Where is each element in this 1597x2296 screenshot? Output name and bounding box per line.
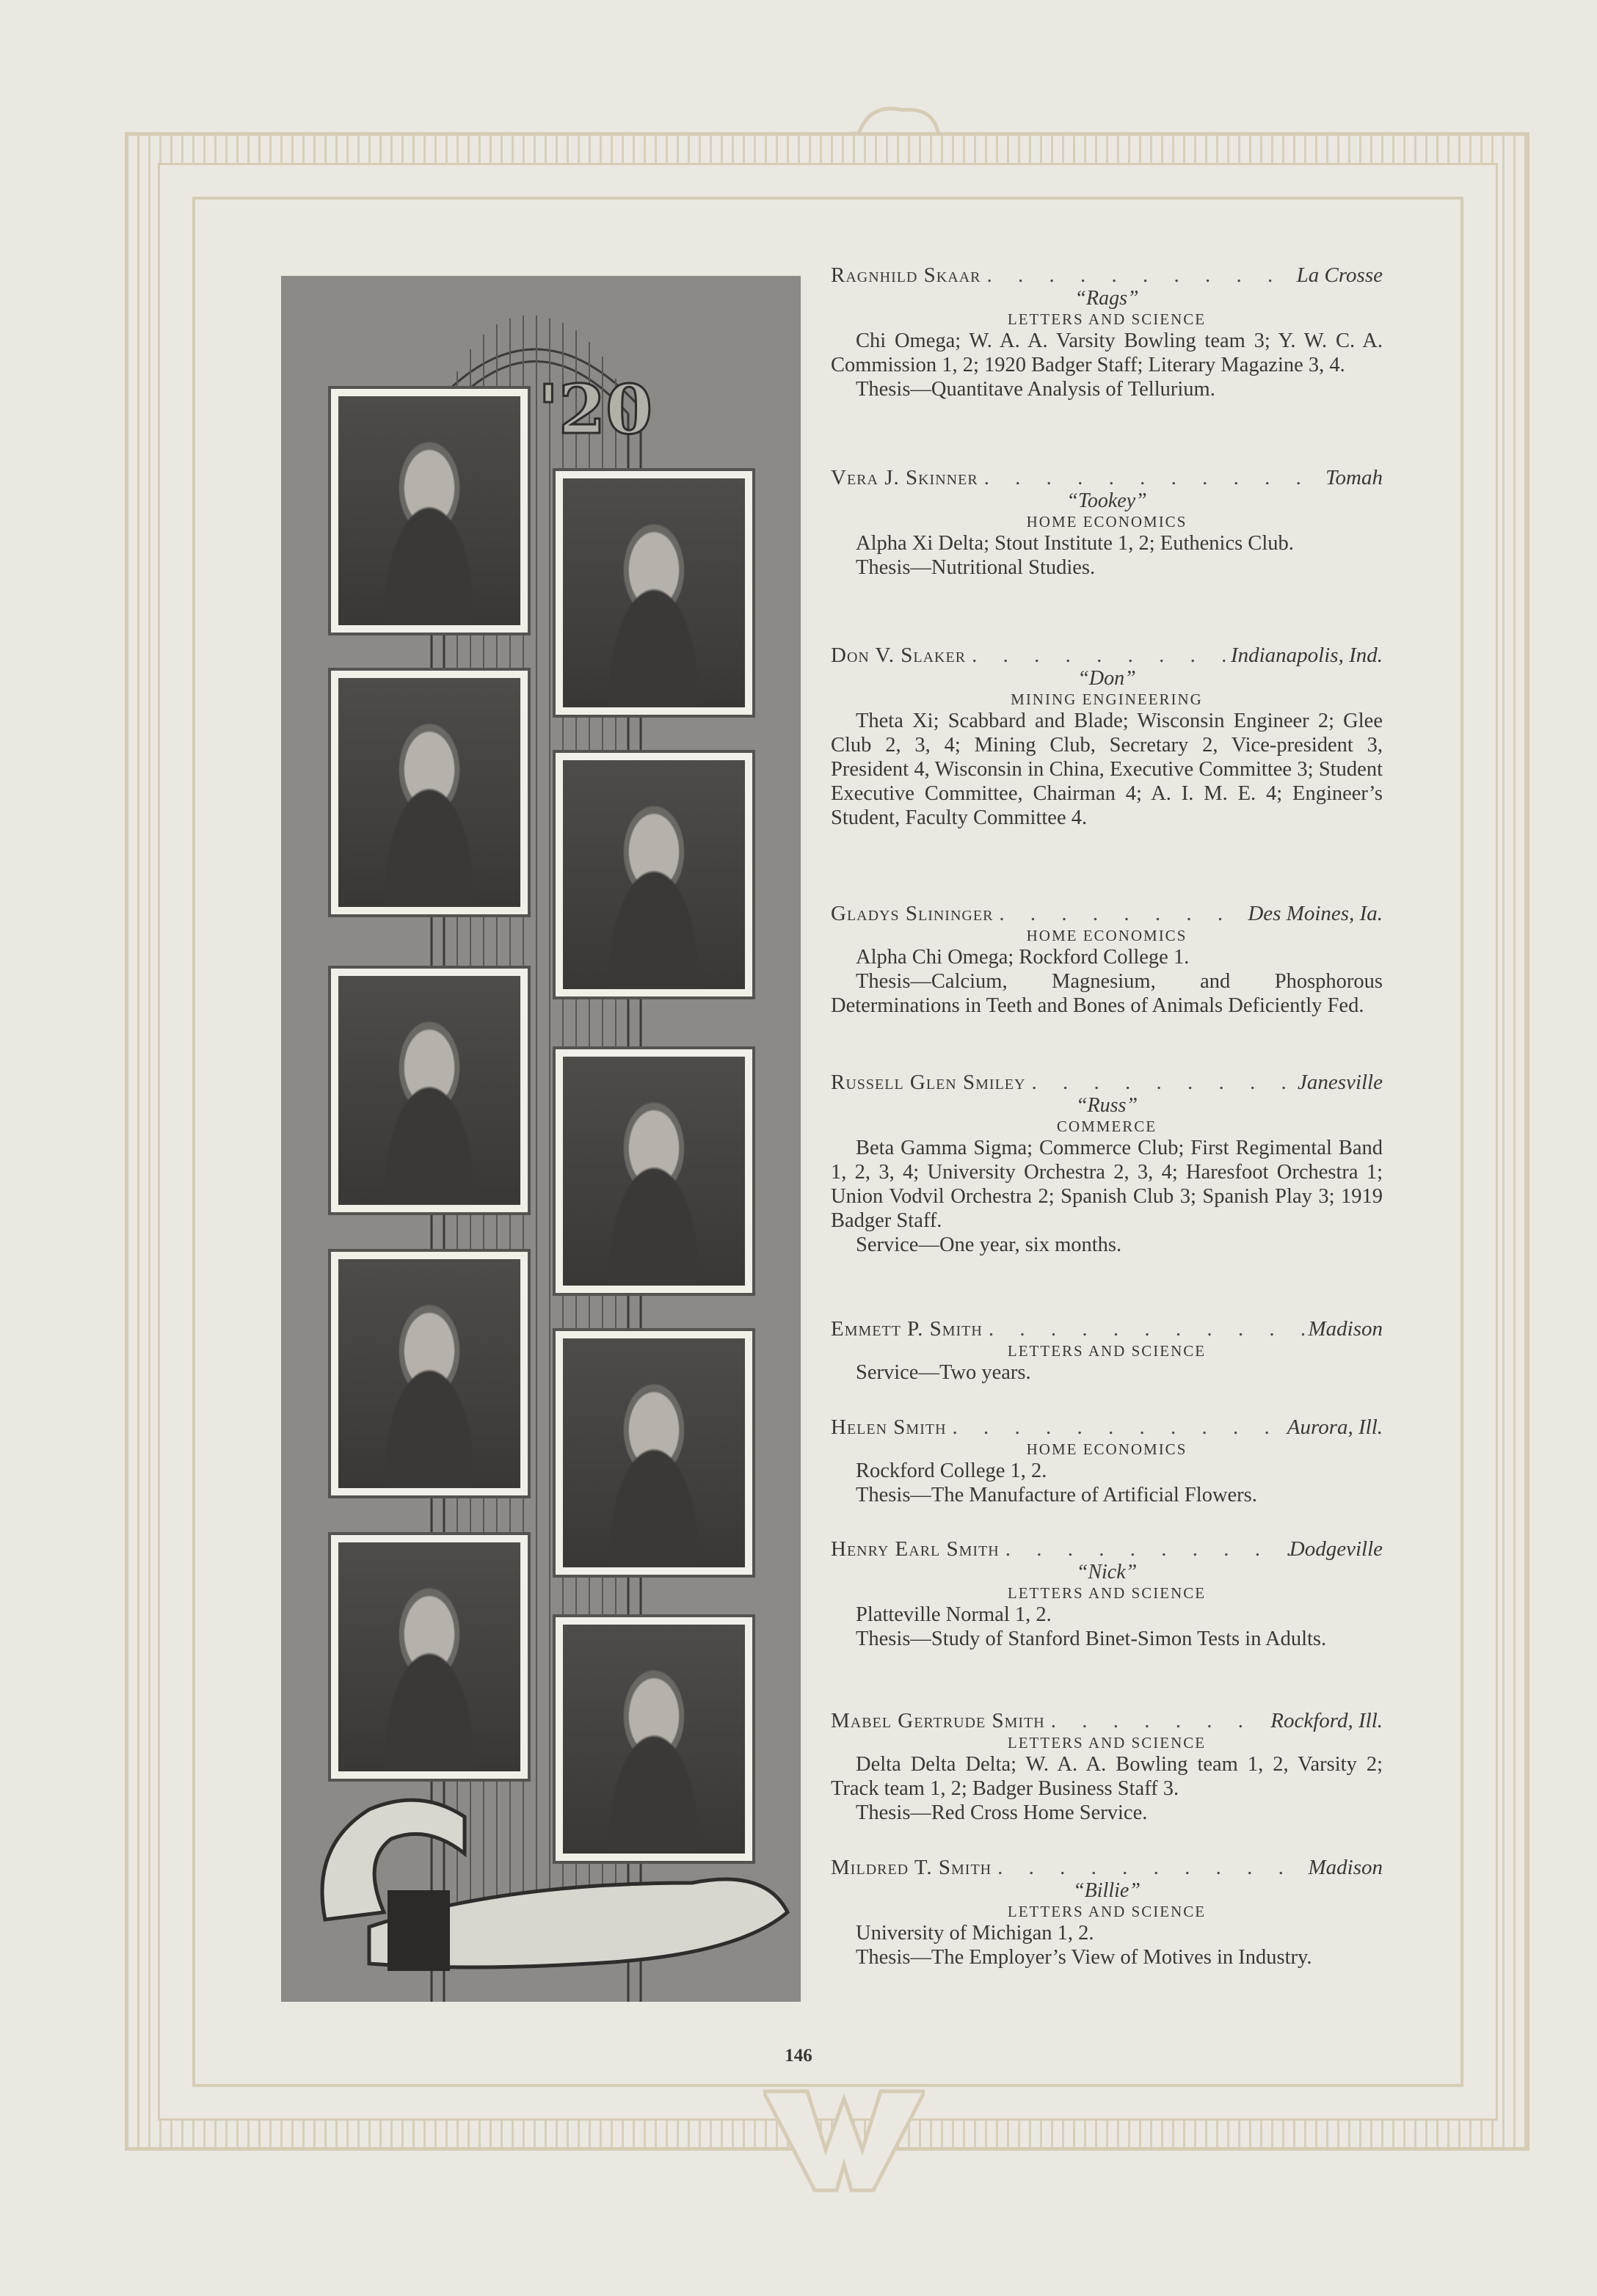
nickname: “Billie”: [1073, 1879, 1141, 1902]
leader-dots: [978, 465, 1325, 490]
activities: Rockford College 1, 2.: [856, 1459, 1047, 1482]
portrait-photo: [328, 1249, 531, 1498]
entry-header: [831, 263, 1383, 288]
photo-panel: [281, 276, 801, 2002]
thesis: Thesis—Quantitave Analysis of Tellurium.: [856, 378, 1215, 401]
w-monogram-ornament: [763, 2084, 925, 2194]
nickname: “Tookey”: [1066, 489, 1147, 512]
thesis: Thesis—The Employer’s View of Motives in Industry.: [856, 1946, 1312, 1969]
thesis: Thesis—Nutritional Studies.: [856, 556, 1096, 579]
entry-gladys-slininger: [831, 901, 1383, 1018]
thesis: Thesis—Calcium, Magnesium, and Phosphorous Determinations in Teeth and Bones of Animals Deficiently Fed.: [831, 970, 1383, 1017]
activities: Platteville Normal 1, 2.: [856, 1603, 1052, 1626]
entry-henry-smith: [831, 1537, 1383, 1651]
portrait-photo: [553, 468, 755, 718]
thesis: Thesis—The Manufacture of Artificial Flowers.: [856, 1484, 1257, 1506]
thesis: Thesis—Red Cross Home Service.: [856, 1801, 1148, 1824]
portrait-image: [563, 1338, 745, 1567]
portrait-photo: [553, 1328, 755, 1578]
portrait-photo: [328, 966, 531, 1215]
portrait-image: [338, 678, 520, 907]
hometown: Janesville: [1298, 1071, 1383, 1094]
leader-dots: [1045, 1708, 1271, 1733]
student-name: Helen Smith: [831, 1415, 947, 1439]
entry-header: [831, 1708, 1383, 1733]
activities: Alpha Chi Omega; Rockford College 1.: [856, 946, 1190, 969]
portrait-photo: [553, 1046, 755, 1296]
leader-dots: [983, 1316, 1309, 1341]
entry-header: [831, 465, 1383, 490]
entry-don-slaker: [831, 643, 1383, 830]
hometown: Des Moines, Ia.: [1248, 902, 1383, 925]
leader-dots: [947, 1415, 1287, 1440]
entry-header: [831, 643, 1383, 668]
activities: Alpha Xi Delta; Stout Institute 1, 2; Euthenics Club.: [856, 532, 1294, 555]
department: HOME ECONOMICS: [1026, 513, 1187, 531]
entry-header: [831, 1316, 1383, 1341]
entry-header: [831, 901, 1383, 926]
portrait-image: [563, 1625, 745, 1854]
student-name: Mabel Gertrude Smith: [831, 1709, 1045, 1732]
portrait-photo: [553, 750, 755, 999]
portrait-image: [563, 478, 745, 707]
nickname: “Russ”: [1075, 1094, 1138, 1117]
leader-dots: [966, 643, 1231, 668]
hometown: Indianapolis, Ind.: [1230, 644, 1383, 667]
student-name: Don V. Slaker: [831, 644, 967, 667]
activities: Beta Gamma Sigma; Commerce Club; First Regimental Band 1, 2, 3, 4; University Orchestra 2, 3, 4; Haresfoot Orchestra 1; Union Vodvil Orchestra 2; Spanish Club 3; Spanish Play 3; 1919 Badger Staff.: [831, 1137, 1383, 1232]
department: LETTERS AND SCIENCE: [1007, 1584, 1207, 1602]
student-name: Mildred T. Smith: [831, 1856, 992, 1879]
hometown: Tomah: [1325, 466, 1383, 489]
service: Service—One year, six months.: [856, 1233, 1122, 1256]
hometown: Madison: [1308, 1317, 1383, 1341]
service: Service—Two years.: [856, 1361, 1031, 1384]
student-name: Ragnhild Skaar: [831, 263, 981, 287]
portrait-image: [563, 1057, 745, 1286]
department: LETTERS AND SCIENCE: [1007, 1903, 1207, 1920]
nickname: “Nick”: [1076, 1561, 1138, 1583]
department: HOME ECONOMICS: [1026, 1440, 1187, 1458]
portrait-image: [563, 760, 745, 989]
student-name: Emmett P. Smith: [831, 1317, 983, 1341]
portrait-photo: [328, 386, 531, 635]
nickname: “Don”: [1077, 667, 1136, 690]
department: LETTERS AND SCIENCE: [1007, 310, 1207, 328]
year-label: '20: [538, 370, 653, 449]
nickname: “Rags”: [1074, 287, 1139, 310]
activities: Delta Delta Delta; W. A. A. Bowling team 1, 2, Varsity 2; Track team 1, 2; Badger Business Staff 3.: [831, 1753, 1383, 1800]
entry-header: [831, 1415, 1383, 1440]
thesis: Thesis—Study of Stanford Binet-Simon Tests in Adults.: [856, 1628, 1327, 1650]
entry-russell-smiley: [831, 1070, 1383, 1257]
student-name: Russell Glen Smiley: [831, 1071, 1026, 1094]
department: MINING ENGINEERING: [1011, 690, 1203, 708]
leader-dots: [1000, 1537, 1289, 1561]
portrait-photo: [328, 668, 531, 917]
page-number: 146: [785, 2046, 812, 2066]
department: COMMERCE: [1056, 1118, 1157, 1135]
portrait-image: [338, 976, 520, 1205]
portrait-image: [338, 1542, 520, 1771]
portrait-photo: [553, 1614, 755, 1864]
entry-ragnhild-skaar: [831, 263, 1383, 401]
student-name: Henry Earl Smith: [831, 1537, 1000, 1561]
portrait-image: [338, 1259, 520, 1488]
department: HOME ECONOMICS: [1026, 927, 1187, 944]
portrait-photo: [328, 1532, 531, 1782]
activities: Chi Omega; W. A. A. Varsity Bowling team 3; Y. W. C. A. Commission 1, 2; 1920 Badger Staff; Literary Magazine 3, 4.: [831, 329, 1383, 376]
hometown: Aurora, Ill.: [1287, 1415, 1383, 1439]
student-name: Vera J. Skinner: [831, 466, 978, 489]
leader-dots: [1025, 1070, 1298, 1095]
department: LETTERS AND SCIENCE: [1007, 1342, 1207, 1360]
entry-vera-skinner: [831, 465, 1383, 580]
leader-dots: [992, 1855, 1308, 1880]
entry-helen-smith: [831, 1415, 1383, 1507]
entry-header: [831, 1855, 1383, 1880]
portrait-image: [338, 396, 520, 625]
department: LETTERS AND SCIENCE: [1007, 1734, 1207, 1752]
activities: University of Michigan 1, 2.: [856, 1922, 1094, 1945]
leader-dots: [993, 901, 1248, 926]
activities: Theta Xi; Scabbard and Blade; Wisconsin Engineer 2; Glee Club 2, 3, 4; Mining Club, Secretary 2, Vice-president 3, President 4, Wisconsin in China, Executive Committee 3; Student Executive Committee, Chairman 4; A. I. M. E. 4; Engineer’s Student, Faculty Committee 4.: [831, 710, 1383, 829]
hometown: La Crosse: [1296, 263, 1383, 287]
entry-mabel-smith: [831, 1708, 1383, 1825]
entry-emmett-smith: [831, 1316, 1383, 1385]
leader-dots: [981, 263, 1297, 288]
entry-header: [831, 1070, 1383, 1095]
hometown: Rockford, Ill.: [1270, 1709, 1383, 1732]
hometown: Madison: [1308, 1856, 1383, 1879]
entry-header: [831, 1537, 1383, 1561]
student-name: Gladys Slininger: [831, 902, 994, 925]
entry-mildred-smith: [831, 1855, 1383, 1969]
hometown: Dodgeville: [1289, 1537, 1383, 1561]
